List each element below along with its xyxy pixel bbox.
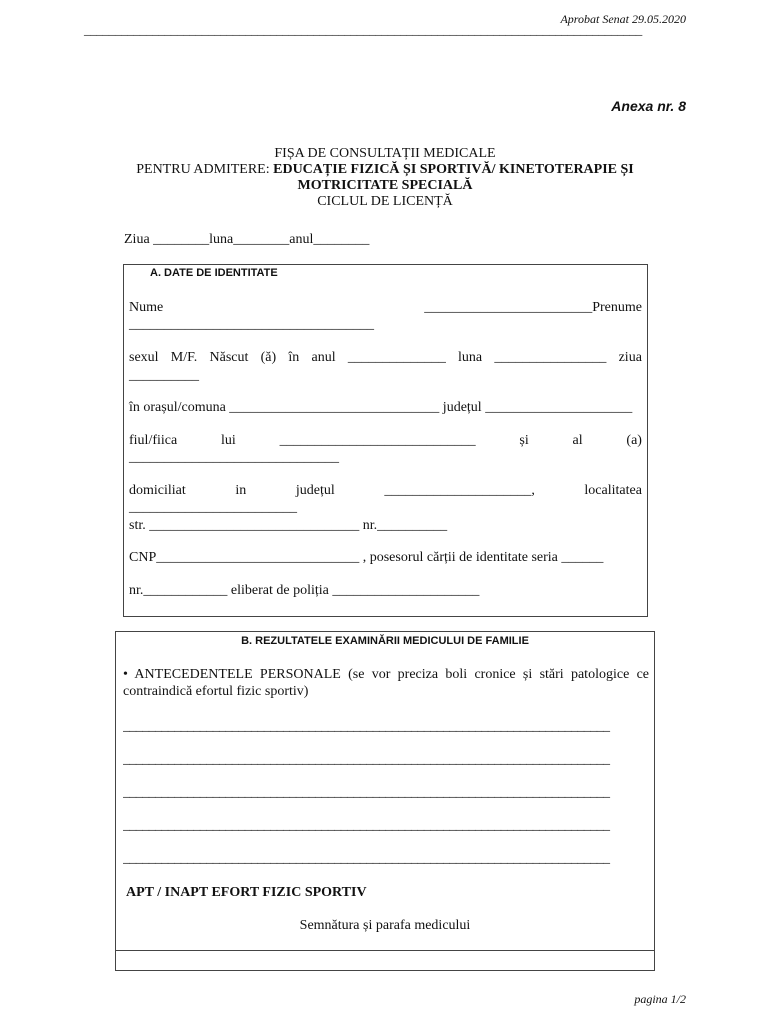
history-blank-line[interactable]: ____________________________________________________________________________ <box>123 851 610 866</box>
residence-word: in <box>235 483 247 498</box>
header-rule: __________________________________________________________________________________________ <box>84 22 643 37</box>
father-blank[interactable]: ____________________________ <box>279 433 476 448</box>
doctor-signature-label: Semnătura și parafa medicului <box>299 918 471 933</box>
section-a-title: A. DATE DE IDENTITATE <box>150 267 278 279</box>
history-blank-line[interactable]: ____________________________________________________________________________ <box>123 752 610 767</box>
section-b-title: B. REZULTATELE EXAMINĂRII MEDICULUI DE FAMILIE <box>241 635 529 647</box>
birth-month-blank[interactable]: ________________ <box>494 350 607 365</box>
name-label: Nume <box>129 300 164 315</box>
residence-word: localitatea <box>584 483 642 498</box>
history-blank-line[interactable]: ____________________________________________________________________________ <box>123 785 610 800</box>
mother-blank[interactable]: ______________________________ <box>129 450 339 465</box>
title-line-2-bold: EDUCAȚIE FIZICĂ ȘI SPORTIVĂ/ KINETOTERAPIE ȘI <box>273 162 634 177</box>
signature-divider <box>116 950 654 951</box>
county-blank[interactable]: _____________________, <box>384 483 535 498</box>
parents-word: fiul/fiica <box>129 433 178 448</box>
name-continuation[interactable]: ___________________________________ <box>129 317 374 332</box>
fitness-verdict: APT / INAPT EFORT FIZIC SPORTIV <box>126 885 367 900</box>
residence-row[interactable] <box>129 483 642 499</box>
parents-row[interactable] <box>129 433 642 449</box>
form-title <box>0 146 770 210</box>
cnp-row[interactable]: CNP_____________________________ , posesorul cărții de identitate seria ______ <box>129 550 604 565</box>
annex-label: Anexa nr. 8 <box>611 98 686 114</box>
section-b-box <box>115 631 655 971</box>
sex-word: sexul <box>129 350 159 365</box>
title-line-2-prefix: PENTRU ADMITERE: <box>136 162 274 177</box>
city-county-row[interactable]: în orașul/comuna ______________________________ județul _____________________ <box>129 400 633 415</box>
street-row[interactable]: str. ______________________________ nr.__________ <box>129 518 448 533</box>
date-field[interactable]: Ziua ________luna________anul________ <box>124 232 370 247</box>
sex-word: luna <box>458 350 483 365</box>
title-line-2 <box>0 162 770 178</box>
title-line-3-text: MOTRICITATE SPECIALĂ <box>297 178 473 193</box>
parents-word: al <box>572 433 583 448</box>
approval-note: Aprobat Senat 29.05.2020 <box>560 12 686 26</box>
sex-word: în <box>288 350 300 365</box>
title-line-4: CICLUL DE LICENȚĂ <box>317 194 453 209</box>
sex-word: ziua <box>618 350 642 365</box>
residence-word: domiciliat <box>129 483 186 498</box>
parents-word: lui <box>221 433 236 448</box>
residence-word: județul <box>295 483 335 498</box>
name-row[interactable] <box>129 300 642 316</box>
birth-year-blank[interactable]: ______________ <box>347 350 446 365</box>
medical-history-text: • ANTECEDENTELE PERSONALE (se vor preciza boli cronice și stări patologice ce contraindică efortul fizic sportiv) <box>123 667 649 699</box>
history-blank-line[interactable]: ____________________________________________________________________________ <box>123 818 610 833</box>
section-a-box <box>123 264 648 617</box>
parents-word: și <box>519 433 529 448</box>
parents-word: (a) <box>626 433 642 448</box>
sex-birth-row[interactable] <box>129 350 642 366</box>
sex-word: M/F. <box>170 350 198 365</box>
name-blank[interactable]: ________________________Prenume <box>424 300 642 315</box>
locality-blank[interactable]: ________________________ <box>129 500 297 515</box>
sex-word: anul <box>311 350 336 365</box>
title-line-1: FIȘA DE CONSULTAȚII MEDICALE <box>274 146 496 161</box>
sex-word: Născut <box>209 350 249 365</box>
sex-word: (ă) <box>260 350 277 365</box>
page-number: pagina 1/2 <box>634 992 686 1006</box>
birth-day-blank[interactable]: __________ <box>129 368 199 383</box>
history-blank-line[interactable]: ____________________________________________________________________________ <box>123 719 610 734</box>
id-number-row[interactable]: nr.____________ eliberat de poliția _____________________ <box>129 583 480 598</box>
title-line-3 <box>0 178 770 194</box>
